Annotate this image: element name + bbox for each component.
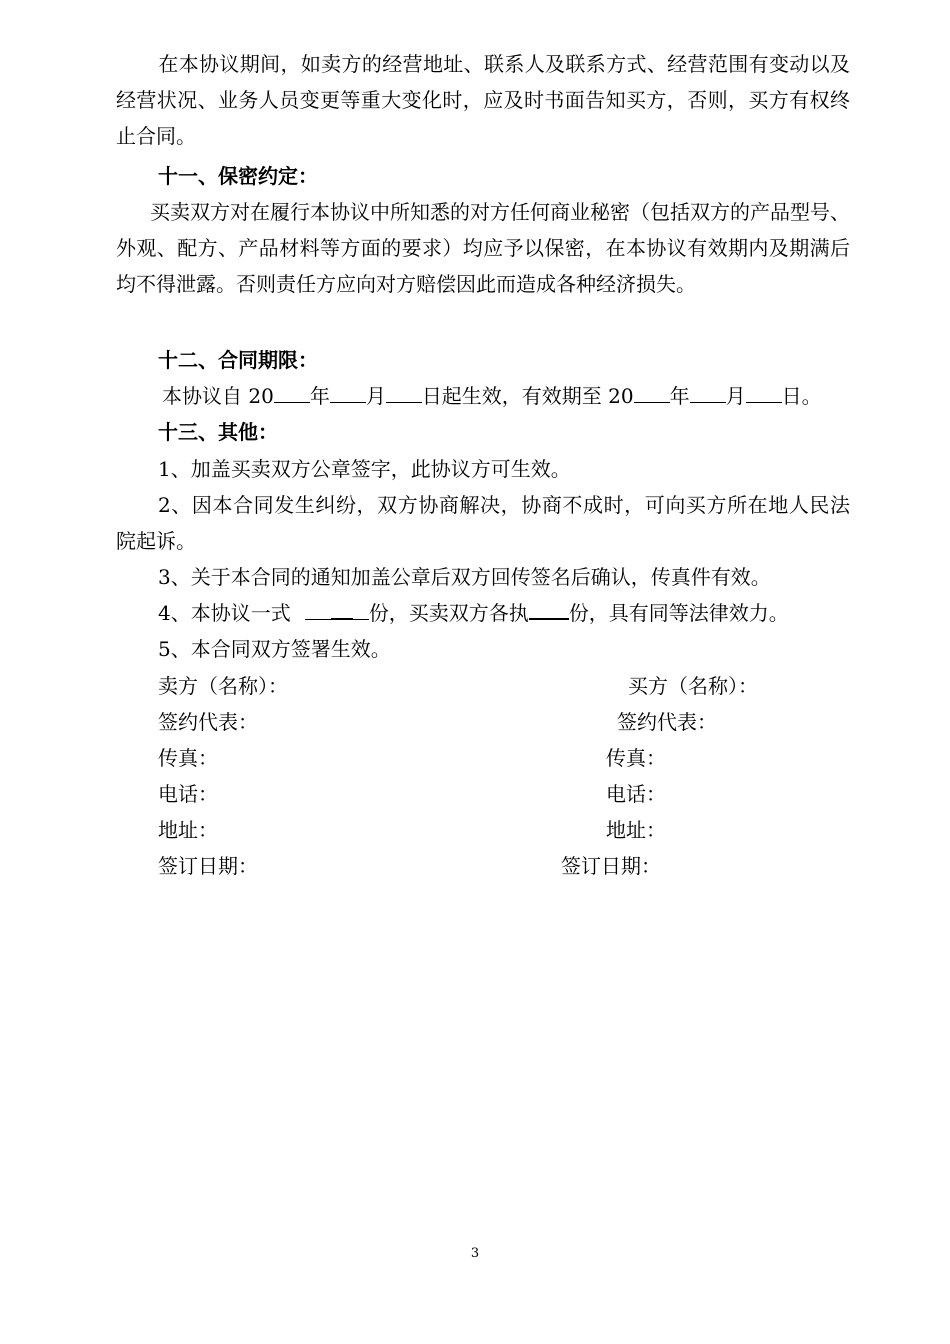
heading-confidentiality: 十一、保密约定：: [158, 164, 318, 188]
term-end-year-blank[interactable]: [634, 382, 670, 403]
term-month1: 月: [365, 384, 386, 408]
other-item-5: 5、本合同双方签署生效。: [158, 637, 391, 661]
buyer-phone-label: 电话：: [606, 782, 666, 806]
seller-fax-label: 传真：: [158, 746, 218, 770]
term-year1: 年: [309, 384, 330, 408]
term-end-month-blank[interactable]: [690, 382, 726, 403]
other-item-4: [158, 595, 789, 631]
page-number: 3: [470, 1246, 480, 1261]
term-month-blank[interactable]: [330, 382, 366, 403]
term-day-blank[interactable]: [386, 382, 422, 403]
paragraph-change-notice-text: 在本协议期间，如卖方的经营地址、联系人及联系方式、经营范围有变动以及经营状况、业务人员变更等重大变化时，应及时书面告知买方，否则，买方有权终止合同。: [116, 52, 850, 148]
seller-date-label: 签订日期：: [158, 854, 258, 878]
buyer-name-label: 买方（名称）：: [628, 674, 758, 698]
buyer-date-label: 签订日期：: [561, 854, 661, 878]
seller-address-label: 地址：: [158, 818, 218, 842]
term-year2: 年: [669, 384, 690, 408]
other-item-2-text: 2、因本合同发生纠纷，双方协商解决，协商不成时，可向买方所在地人民法院起诉。: [116, 493, 850, 553]
heading-contract-term: 十二、合同期限：: [158, 348, 318, 372]
seller-name-label: 卖方（名称）：: [158, 674, 288, 698]
item4-prefix: 4、本协议一式: [158, 601, 291, 625]
paragraph-change-notice: [116, 46, 850, 154]
seller-rep-label: 签约代表：: [158, 710, 258, 734]
seller-phone-label: 电话：: [158, 782, 218, 806]
copies-blank-right: [353, 599, 369, 620]
buyer-rep-label: 签约代表：: [617, 710, 717, 734]
term-end-day-blank[interactable]: [746, 382, 782, 403]
paragraph-confidentiality: [116, 194, 850, 302]
other-item-1: 1、加盖买卖双方公章签字，此协议方可生效。: [158, 457, 571, 481]
term-day1: 日起生效，有效期至 20: [421, 384, 634, 408]
heading-other: 十三、其他：: [158, 420, 278, 444]
copies-blank[interactable]: [331, 598, 353, 620]
item4-suffix: 份，具有同等法律效力。: [568, 601, 789, 625]
contract-term-line: [162, 378, 822, 414]
each-copies-blank[interactable]: [529, 598, 569, 620]
other-item-3: 3、关于本合同的通知加盖公章后双方回传签名后确认，传真件有效。: [158, 565, 771, 589]
item4-middle: 份，买卖双方各执: [368, 601, 529, 625]
term-day2: 日。: [781, 384, 822, 408]
buyer-address-label: 地址：: [606, 818, 666, 842]
term-prefix: 本协议自 20: [162, 384, 274, 408]
other-item-2: [116, 487, 850, 559]
copies-blank-left: [305, 599, 331, 620]
buyer-fax-label: 传真：: [606, 746, 666, 770]
term-year-blank[interactable]: [274, 382, 310, 403]
term-month2: 月: [725, 384, 746, 408]
paragraph-confidentiality-text: 买卖双方对在履行本协议中所知悉的对方任何商业秘密（包括双方的产品型号、外观、配方、产品材料等方面的要求）均应予以保密，在本协议有效期内及期满后均不得泄露。否则责任方应向对方赔偿因此而造成各种经济损失。: [116, 200, 850, 296]
